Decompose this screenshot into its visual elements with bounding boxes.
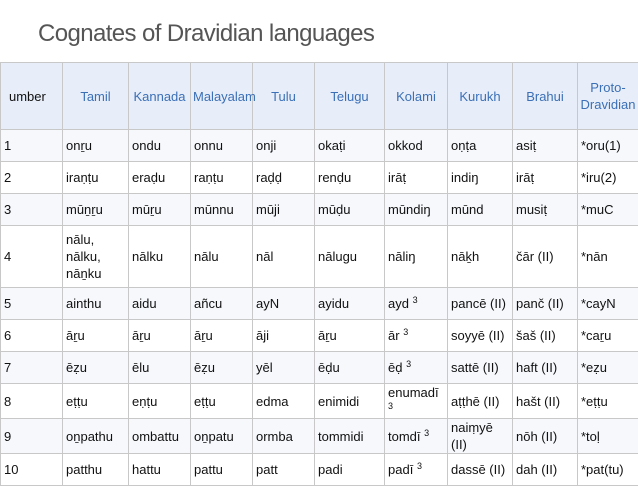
cell-text: naiṃyē (II): [451, 420, 493, 452]
table-cell: [385, 352, 448, 384]
table-cell: [578, 454, 638, 486]
cell-text: irāṭ: [516, 170, 534, 185]
cell-text: mūnd: [451, 202, 484, 217]
table-cell: [385, 419, 448, 454]
cell-text: oṇṭa: [451, 138, 476, 153]
table-cell: [253, 288, 315, 320]
cell-text: dassē (II): [451, 462, 505, 477]
cell-text: pancē (II): [451, 296, 506, 311]
cell-text: yēl: [256, 360, 273, 375]
table-cell: [253, 352, 315, 384]
cell-text: ormba: [256, 429, 293, 444]
header-cell: Kurukh: [448, 63, 513, 130]
cell-text: enimidi: [318, 394, 359, 409]
cell-text: nālku: [132, 249, 163, 264]
table-cell: [1, 352, 63, 384]
cell-text: raṇṭu: [194, 170, 224, 185]
table-cell: [513, 454, 578, 486]
cell-text: *eẓu: [581, 360, 607, 375]
cell-text: tommidi: [318, 429, 364, 444]
cell-text: raḍḍ: [256, 170, 282, 185]
table-row: [1, 454, 638, 486]
table-cell: [513, 384, 578, 419]
cell-text: musiṭ: [516, 202, 547, 217]
cell-text: sattē (II): [451, 360, 499, 375]
table-cell: [578, 162, 638, 194]
cell-text: 10: [4, 462, 18, 477]
table-cell: [513, 226, 578, 288]
table-cell: [448, 384, 513, 419]
table-cell: [1, 454, 63, 486]
table-cell: [129, 419, 191, 454]
table-cell: [129, 226, 191, 288]
table-cell: [253, 454, 315, 486]
cell-text: enumadī: [388, 385, 439, 400]
cell-text: onnu: [194, 138, 223, 153]
footnote-marker: 3: [424, 428, 429, 438]
table-cell: [1, 162, 63, 194]
table-cell: [253, 226, 315, 288]
footnote-marker: 3: [417, 461, 422, 471]
cell-text: nāḵh: [451, 249, 479, 264]
table-cell: [191, 352, 253, 384]
footnote-marker: 3: [406, 359, 411, 369]
cell-text: ēḍu: [318, 360, 340, 375]
cell-text: *iru(2): [581, 170, 616, 185]
cell-text: panč (II): [516, 296, 564, 311]
cell-text: aṭṭhē (II): [451, 394, 499, 409]
table-cell: [315, 454, 385, 486]
cell-text: hašt (II): [516, 394, 560, 409]
table-cell: [191, 384, 253, 419]
cell-text: dah (II): [516, 462, 557, 477]
cell-text: okkod: [388, 138, 423, 153]
table-cell: [1, 384, 63, 419]
cell-text: mūṟu: [132, 202, 162, 217]
cell-text: ār: [388, 328, 400, 343]
table-cell: [448, 162, 513, 194]
table-cell: [315, 162, 385, 194]
cell-text: nōh (II): [516, 429, 557, 444]
table-cell: [253, 130, 315, 162]
table-cell: [448, 320, 513, 352]
table-cell: [1, 194, 63, 226]
cell-text: čār (II): [516, 249, 554, 264]
header-cell: umber: [1, 63, 63, 130]
table-cell: [63, 352, 129, 384]
table-cell: [448, 226, 513, 288]
table-cell: [578, 320, 638, 352]
table-cell: [191, 320, 253, 352]
cell-text: 9: [4, 429, 11, 444]
cell-text: pattu: [194, 462, 223, 477]
table-cell: [129, 130, 191, 162]
cell-text: āṟu: [194, 328, 213, 343]
table-cell: [315, 320, 385, 352]
table-cell: [578, 194, 638, 226]
table-cell: [315, 226, 385, 288]
table-cell: [578, 419, 638, 454]
table-cell: [63, 384, 129, 419]
cell-text: oṉpathu: [66, 429, 113, 444]
cell-text: mūji: [256, 202, 280, 217]
table-cell: [129, 352, 191, 384]
cell-text: 2: [4, 170, 11, 185]
table-cell: [63, 130, 129, 162]
cell-text: ēlu: [132, 360, 149, 375]
table-row: [1, 384, 638, 419]
cell-text: soyyē (II): [451, 328, 504, 343]
table-row: [1, 226, 638, 288]
table-cell: [315, 288, 385, 320]
cell-text: oṉpatu: [194, 429, 234, 444]
cognates-table: [0, 62, 638, 486]
cell-text: 1: [4, 138, 11, 153]
cell-text: nāliŋ: [388, 249, 415, 264]
table-cell: [578, 288, 638, 320]
cell-text: tomdī: [388, 429, 421, 444]
cell-text: *cayN: [581, 296, 616, 311]
table-cell: [191, 162, 253, 194]
table-cell: [385, 162, 448, 194]
table-cell: [513, 419, 578, 454]
table-cell: [578, 226, 638, 288]
cell-text: onji: [256, 138, 276, 153]
cell-text: iraṇṭu: [66, 170, 99, 185]
cell-text: ombattu: [132, 429, 179, 444]
table-cell: [253, 419, 315, 454]
table-cell: [513, 352, 578, 384]
cell-text: *nān: [581, 249, 608, 264]
cell-text: padī: [388, 462, 413, 477]
cell-text: renḍu: [318, 170, 351, 185]
table-cell: [63, 226, 129, 288]
cell-text: 5: [4, 296, 11, 311]
table-cell: [448, 352, 513, 384]
cell-text: šaš (II): [516, 328, 556, 343]
table-cell: [448, 194, 513, 226]
table-cell: [315, 352, 385, 384]
cell-text: mūḍu: [318, 202, 351, 217]
cell-text: *pat(tu): [581, 462, 624, 477]
table-cell: [513, 320, 578, 352]
table-cell: [1, 288, 63, 320]
cell-text: irāṭ: [388, 170, 406, 185]
cell-text: eṇṭu: [132, 394, 157, 409]
table-cell: [448, 419, 513, 454]
cell-text: nālu: [194, 249, 219, 264]
table-cell: [578, 130, 638, 162]
table-cell: [385, 226, 448, 288]
cell-text: eṭṭu: [194, 394, 216, 409]
cell-text: āji: [256, 328, 269, 343]
table-cell: [63, 454, 129, 486]
cell-text: nālu, nālku, nāṉku: [66, 232, 101, 281]
cell-text: patt: [256, 462, 278, 477]
cell-text: nālugu: [318, 249, 357, 264]
cell-text: ayN: [256, 296, 279, 311]
cell-text: ēḍ: [388, 360, 402, 375]
table-cell: [385, 454, 448, 486]
cell-text: āṟu: [132, 328, 151, 343]
cell-text: 3: [4, 202, 11, 217]
header-cell: Brahui: [513, 63, 578, 130]
table-cell: [385, 288, 448, 320]
table-cell: [191, 226, 253, 288]
cell-text: mūnnu: [194, 202, 234, 217]
table-cell: [253, 320, 315, 352]
cell-text: 7: [4, 360, 11, 375]
header-row: [1, 63, 638, 130]
cell-text: ayd: [388, 296, 409, 311]
table-cell: [129, 320, 191, 352]
table-cell: [191, 419, 253, 454]
cell-text: asiṭ: [516, 138, 536, 153]
table-row: [1, 194, 638, 226]
footnote-marker: 3: [413, 295, 418, 305]
table-cell: [513, 194, 578, 226]
table-cell: [253, 162, 315, 194]
table-cell: [513, 130, 578, 162]
table-cell: [253, 384, 315, 419]
table-cell: [385, 194, 448, 226]
table-cell: [191, 288, 253, 320]
cell-text: ainthu: [66, 296, 101, 311]
cell-text: āṟu: [66, 328, 85, 343]
cell-text: mūṉṟu: [66, 202, 103, 217]
table-row: [1, 130, 638, 162]
cell-text: āṟu: [318, 328, 337, 343]
table-row: [1, 320, 638, 352]
table-cell: [191, 194, 253, 226]
header-cell: Telugu: [315, 63, 385, 130]
header-cell: Kannada: [129, 63, 191, 130]
cell-text: *muC: [581, 202, 614, 217]
table-cell: [191, 130, 253, 162]
table-cell: [385, 384, 448, 419]
cell-text: 8: [4, 394, 11, 409]
cell-text: hattu: [132, 462, 161, 477]
table-cell: [63, 320, 129, 352]
table-row: [1, 352, 638, 384]
table-cell: [448, 454, 513, 486]
table-cell: [129, 194, 191, 226]
cell-text: edma: [256, 394, 289, 409]
table-cell: [191, 454, 253, 486]
table-cell: [63, 288, 129, 320]
table-cell: [1, 130, 63, 162]
footnote-marker: 3: [388, 401, 393, 411]
cell-text: mūndiŋ: [388, 202, 431, 217]
cell-text: *oru(1): [581, 138, 621, 153]
table-cell: [315, 194, 385, 226]
table-cell: [1, 320, 63, 352]
table-cell: [448, 130, 513, 162]
cell-text: onṟu: [66, 138, 92, 153]
cell-text: ayidu: [318, 296, 349, 311]
header-cell: Tamil: [63, 63, 129, 130]
cell-text: *eṭṭu: [581, 394, 608, 409]
cell-text: 6: [4, 328, 11, 343]
cell-text: indiŋ: [451, 170, 478, 185]
table-cell: [385, 320, 448, 352]
table-cell: [63, 419, 129, 454]
cell-text: okaṭi: [318, 138, 345, 153]
table-cell: [448, 288, 513, 320]
table-cell: [315, 384, 385, 419]
table-cell: [385, 130, 448, 162]
cell-text: *toḷ: [581, 429, 600, 444]
header-cell: Malayalam: [191, 63, 253, 130]
table-cell: [315, 419, 385, 454]
table-row: [1, 419, 638, 454]
table-cell: [513, 288, 578, 320]
table-cell: [129, 162, 191, 194]
cell-text: ēẓu: [194, 360, 215, 375]
cell-text: añcu: [194, 296, 222, 311]
table-row: [1, 162, 638, 194]
cell-text: haft (II): [516, 360, 557, 375]
table-cell: [129, 384, 191, 419]
table-cell: [63, 162, 129, 194]
cell-text: eṭṭu: [66, 394, 88, 409]
header-cell: Proto-Dravidian: [578, 63, 638, 130]
table-cell: [1, 226, 63, 288]
cell-text: aidu: [132, 296, 157, 311]
table-cell: [578, 352, 638, 384]
cell-text: ēẓu: [66, 360, 87, 375]
cell-text: padi: [318, 462, 343, 477]
slide-title: Cognates of Dravidian languages: [38, 20, 374, 48]
cell-text: eraḍu: [132, 170, 165, 185]
cell-text: 4: [4, 249, 11, 264]
table-cell: [513, 162, 578, 194]
table-cell: [129, 454, 191, 486]
footnote-marker: 3: [403, 327, 408, 337]
table-cell: [253, 194, 315, 226]
cell-text: *caṟu: [581, 328, 611, 343]
table-cell: [315, 130, 385, 162]
header-cell: Tulu: [253, 63, 315, 130]
header-cell: Kolami: [385, 63, 448, 130]
table-cell: [1, 419, 63, 454]
table-row: [1, 288, 638, 320]
table-cell: [63, 194, 129, 226]
cell-text: patthu: [66, 462, 102, 477]
cell-text: ondu: [132, 138, 161, 153]
table-cell: [578, 384, 638, 419]
cell-text: nāl: [256, 249, 273, 264]
table-cell: [129, 288, 191, 320]
